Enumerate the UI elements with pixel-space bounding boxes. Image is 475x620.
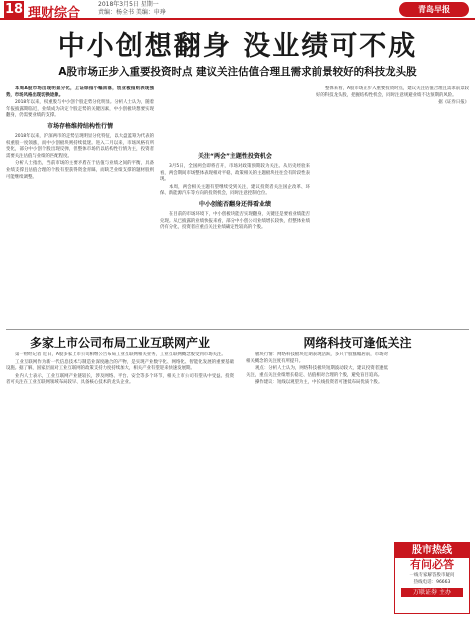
body-paragraph: 2018年以来，沪深两市的走势呈现明显分化特征，以大盘蓝筹为代表的权重股一度领涨，而中小创板块则持续低迷。进入二月以来，市场风格有所变化，部分中小创个股出现反弹，但整体市场仍以结构性行情为主，投资者需要关注估值与业绩的匹配程度。 [6, 133, 154, 159]
body-paragraph: 板块行情：网络科技板块近期表现活跃，多只个股涨幅居前，市场对相关概念的关注度有所提升。 [246, 352, 388, 364]
body-paragraph: 业内人士表示，工业互联网产业链较长，涉及网络、平台、安全等多个环节，相关上市公司有望从中受益。投资者可关注在工业互联网领域布局较早、具备核心技术的龙头企业。 [6, 373, 234, 386]
body-paragraph: 操作建议：短线以观望为主，中长线投资者可逢低布局优质个股。 [255, 380, 383, 386]
left-story-body [6, 352, 234, 614]
section-name: 理财综合 [28, 6, 81, 21]
lede-paragraph: 本周A股市场出现明显分化，上证综指小幅回落，创业板指则表现强势，市场风格出现切换迹象。 [6, 86, 154, 98]
ad-heading: 股市热线 [395, 543, 469, 558]
main-headline: 中小创想翻身 没业绩可不成 [57, 31, 418, 62]
subhead: 市场存格维持结构性行情 [46, 122, 113, 130]
right-story-body [246, 352, 388, 614]
subhead: 关注“两会”主题性投资机会 [198, 153, 272, 160]
date: 2018年3月5日 星期一 [98, 1, 159, 8]
body-paragraph: 在目前的市场环境下，中小创板块能否实现翻身，关键还是要看业绩能否兑现。从已披露的业绩快报来看，部分中小创公司业绩增长较快，但整体业绩仍有分化，投资者应重点关注业绩确定性较高的个股。 [160, 211, 310, 231]
right-story-title: 网络科技可逢低关注 [303, 336, 412, 350]
left-story-title: 多家上市公司布局工业互联网产业 [29, 336, 210, 350]
ad-line: 一线专家解答股市疑问 [409, 573, 455, 578]
sub-headline: A股市场正步入重要投资时点 建议关注估值合理且需求前景较好的科技龙头股 [58, 66, 417, 78]
byline: 据《证券日报》 [438, 100, 469, 106]
body-paragraph: 本周，两会相关主题有望继续受到关注，建议投资者关注国企改革、环保、新能源汽车等方向的投资机会，同时注意控制仓位。 [160, 184, 310, 197]
section-divider [6, 329, 469, 330]
newspaper-logo: 青岛早报 [399, 2, 469, 17]
ad-sponsor: 万联证券 主办 [401, 588, 463, 597]
body-paragraph: 工业互联网作为新一代信息技术与制造业深度融合的产物，是实现产业数字化、网络化、智能化发展的重要基础设施。据了解，国家层面对工业互联网的政策支持力度持续加大，相关产业有望迎来快速发展期。 [6, 359, 234, 372]
subhead: 中小创能否翻身还得看业绩 [198, 200, 271, 208]
article-column-2 [160, 150, 310, 324]
body-paragraph: 3月5日，全国两会即将召开，市场对政策预期较为关注。从历史经验来看，两会期间市场整体表现相对平稳，政策相关的主题板块往往会有阶段性表现。 [160, 164, 310, 183]
page-header [0, 0, 475, 20]
ad-slogan: 有问必答 [410, 558, 454, 571]
date-editor-line [98, 1, 166, 17]
page-number: 18 [4, 2, 24, 17]
hotline-advertisement [394, 542, 470, 614]
ad-phone: 热线电话：96663 [413, 580, 451, 585]
editor: 责编：杨全书 美编：申琤 [98, 9, 166, 16]
body-paragraph: 2018年以来，权重股与中小创个股走势分化明显。分析人士认为，随着年报披露期临近，业绩成为决定个股走势的关键因素，中小创板块想要实现翻身，仍需要业绩的支撑。 [6, 100, 154, 119]
article-column-3 [316, 86, 469, 324]
body-paragraph: 观点：分析人士认为，网络科技板块短期波动较大，建议投资者逢低关注，重点关注业绩增长稳定、估值相对合理的个股，避免盲目追高。 [246, 366, 388, 378]
body-paragraph: 分析人士指出，当前市场的主要矛盾在于估值与业绩之间的平衡，具备业绩支撑且估值合理的个股有望获得资金青睐，而缺乏业绩支撑的题材股则可能继续调整。 [6, 161, 154, 180]
article-column-1 [6, 86, 154, 324]
body-paragraph: 第一财经记者 近日，A股多家上市公司相继公告布局工业互联网相关业务，工业互联网概念股受到市场关注。 [15, 352, 226, 357]
body-paragraph: 整体来看，A股市场正步入重要投资时点，建议关注估值合理且需求前景较好的科技龙头股，把握结构性机会，同时注意规避业绩不达预期的风险。 [316, 86, 469, 98]
